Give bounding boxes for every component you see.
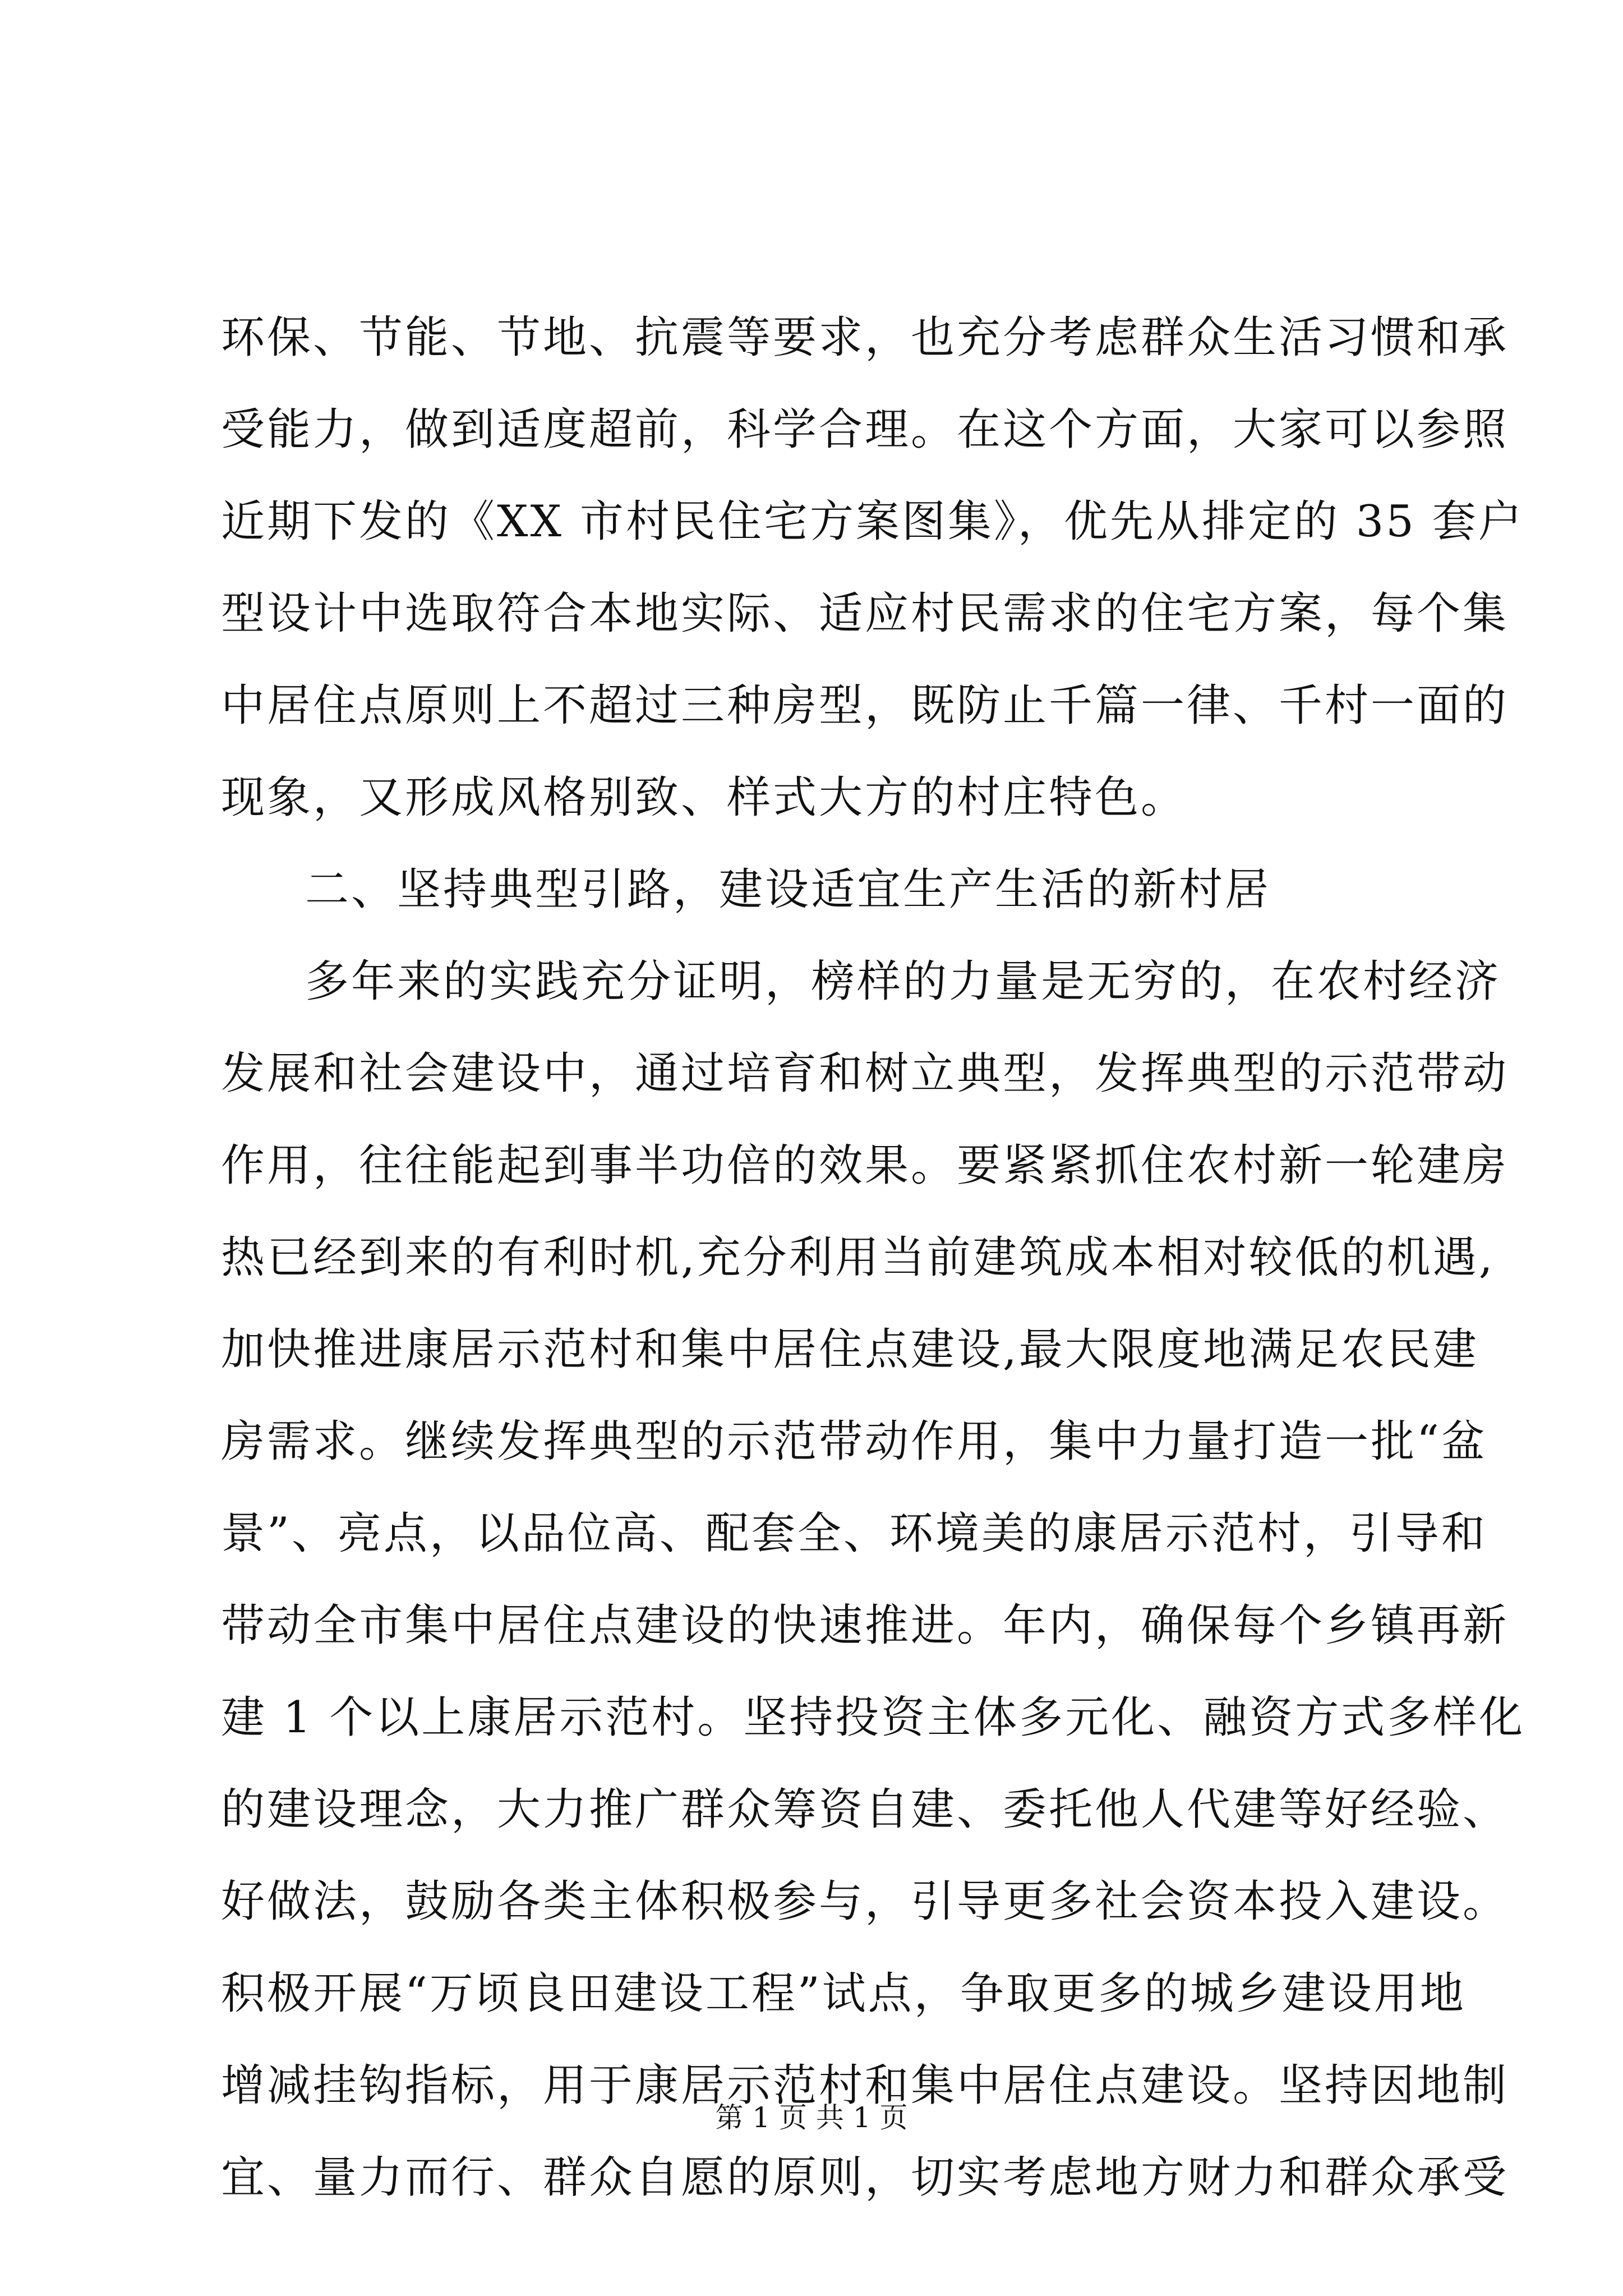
text-line: 热已经到来的有利时机,充分利用当前建筑成本相对较低的机遇,	[221, 1232, 1495, 1283]
text-line: 现象，又形成风格别致、样式大方的村庄特色。	[221, 772, 1187, 823]
text-line: 中居住点原则上不超过三种房型，既防止千篇一律、千村一面的	[221, 680, 1509, 731]
text-line: 积极开展“万顷良田建设工程”试点，争取更多的城乡建设用地	[221, 1968, 1466, 2019]
text-line: 房需求。继续发挥典型的示范带动作用，集中力量打造一批“盆	[221, 1416, 1487, 1467]
text-line: 环保、节能、节地、抗震等要求，也充分考虑群众生活习惯和承	[221, 312, 1509, 363]
text-line: 景”、亮点，以品位高、配套全、环境美的康居示范村，引导和	[221, 1508, 1487, 1559]
text-line: 宜、量力而行、群众自愿的原则，切实考虑地方财力和群众承受	[221, 2152, 1509, 2203]
section-heading: 二、坚持典型引路，建设适宜生产生活的新村居	[305, 864, 1271, 915]
text-line: 的建设理念，大力推广群众筹资自建、委托他人代建等好经验、	[221, 1784, 1509, 1835]
text-line: 近期下发的《XX 市村民住宅方案图集》，优先从排定的 35 套户	[221, 496, 1524, 547]
text-line: 好做法，鼓励各类主体积极参与，引导更多社会资本投入建设。	[221, 1876, 1509, 1927]
text-line: 发展和社会建设中，通过培育和树立典型，发挥典型的示范带动	[221, 1048, 1509, 1099]
text-line: 增减挂钩指标，用于康居示范村和集中居住点建设。坚持因地制	[221, 2060, 1509, 2111]
text-line: 型设计中选取符合本地实际、适应村民需求的住宅方案，每个集	[221, 588, 1509, 639]
text-line: 建 1 个以上康居示范村。坚持投资主体多元化、融资方式多样化	[221, 1692, 1525, 1743]
body-text	[221, 292, 1525, 2224]
text-line: 受能力，做到适度超前，科学合理。在这个方面，大家可以参照	[221, 404, 1509, 455]
text-line: 带动全市集中居住点建设的快速推进。年内，确保每个乡镇再新	[221, 1600, 1509, 1651]
text-line: 加快推进康居示范村和集中居住点建设,最大限度地满足农民建	[221, 1324, 1479, 1375]
page-footer: 第 1 页 共 1 页	[715, 2101, 908, 2134]
text-line: 多年来的实践充分证明，榜样的力量是无穷的，在农村经济	[305, 956, 1501, 1007]
text-line: 作用，往往能起到事半功倍的效果。要紧紧抓住农村新一轮建房	[221, 1140, 1509, 1191]
